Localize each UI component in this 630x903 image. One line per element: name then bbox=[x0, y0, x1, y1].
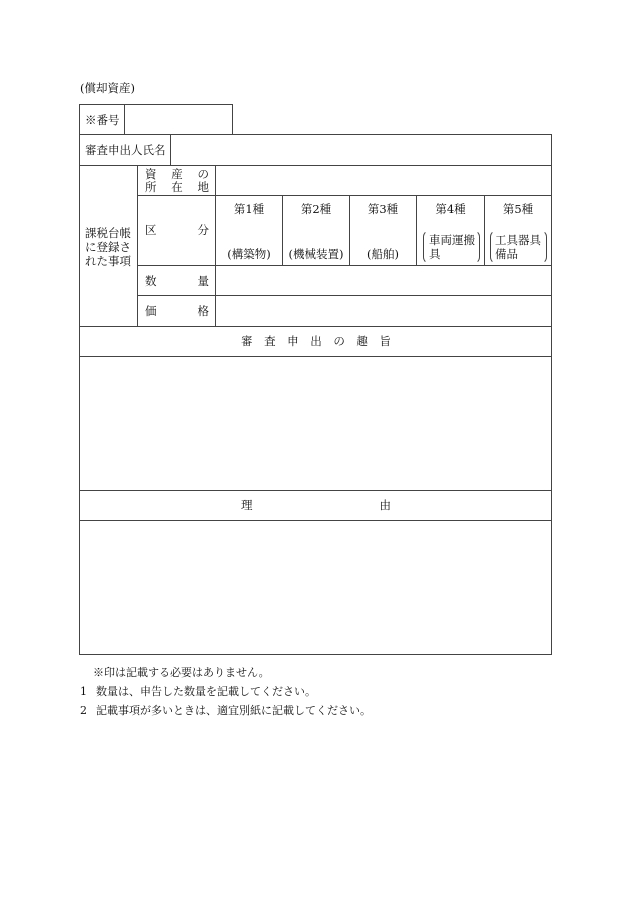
category-1-sub: (構築物) bbox=[227, 247, 271, 261]
applicant-name-field[interactable] bbox=[171, 135, 551, 165]
note-2-text: 記載事項が多いときは、適宜別紙に記載してください。 bbox=[96, 704, 371, 717]
number-field[interactable] bbox=[125, 105, 232, 134]
category-4-name: 第4種 bbox=[435, 202, 466, 216]
location-label-line-1: 資 産 の bbox=[145, 167, 209, 181]
category-5-sub-line-2: 備品 bbox=[495, 247, 518, 261]
location-field[interactable] bbox=[216, 166, 551, 195]
registered-label-line-1: 課税台帳 bbox=[85, 226, 131, 240]
form-title: (償却資産) bbox=[80, 81, 135, 95]
number-label: ※番号 bbox=[85, 113, 120, 127]
price-field[interactable] bbox=[216, 296, 551, 326]
note-2-number: 2 bbox=[80, 704, 87, 717]
note-1-text: 数量は、申告した数量を記載してください。 bbox=[96, 685, 316, 698]
category-4-sub-line-1: 車両運搬 bbox=[429, 233, 475, 247]
registered-label-line-2: に登録さ bbox=[85, 240, 131, 254]
registered-label-line-3: れた事項 bbox=[85, 254, 131, 268]
category-label: 区 分 bbox=[145, 223, 209, 237]
purpose-header: 審 査 申 出 の 趣 旨 bbox=[241, 334, 391, 348]
star-note: ※印は記載する必要はありません。 bbox=[93, 666, 270, 679]
category-2-sub: (機械装置) bbox=[288, 247, 344, 261]
category-2-name: 第2種 bbox=[300, 202, 332, 216]
price-label: 価 格 bbox=[145, 304, 209, 318]
category-5-sub-line-1: 工具器具 bbox=[495, 233, 541, 247]
reason-field[interactable] bbox=[80, 521, 551, 654]
category-1-name: 第1種 bbox=[233, 202, 265, 216]
quantity-label: 数 量 bbox=[145, 274, 209, 288]
category-5-name: 第5種 bbox=[502, 202, 534, 216]
reason-header: 理 由 bbox=[241, 498, 391, 512]
quantity-field[interactable] bbox=[216, 266, 551, 295]
purpose-field[interactable] bbox=[80, 357, 551, 490]
applicant-label: 審査申出人氏名 bbox=[85, 143, 166, 157]
note-1-number: 1 bbox=[80, 685, 87, 698]
location-label-line-2: 所 在 地 bbox=[145, 180, 209, 194]
category-3-name: 第3種 bbox=[367, 202, 399, 216]
category-4-sub-line-2: 具 bbox=[429, 247, 441, 261]
category-3-sub: (船舶) bbox=[367, 247, 399, 261]
